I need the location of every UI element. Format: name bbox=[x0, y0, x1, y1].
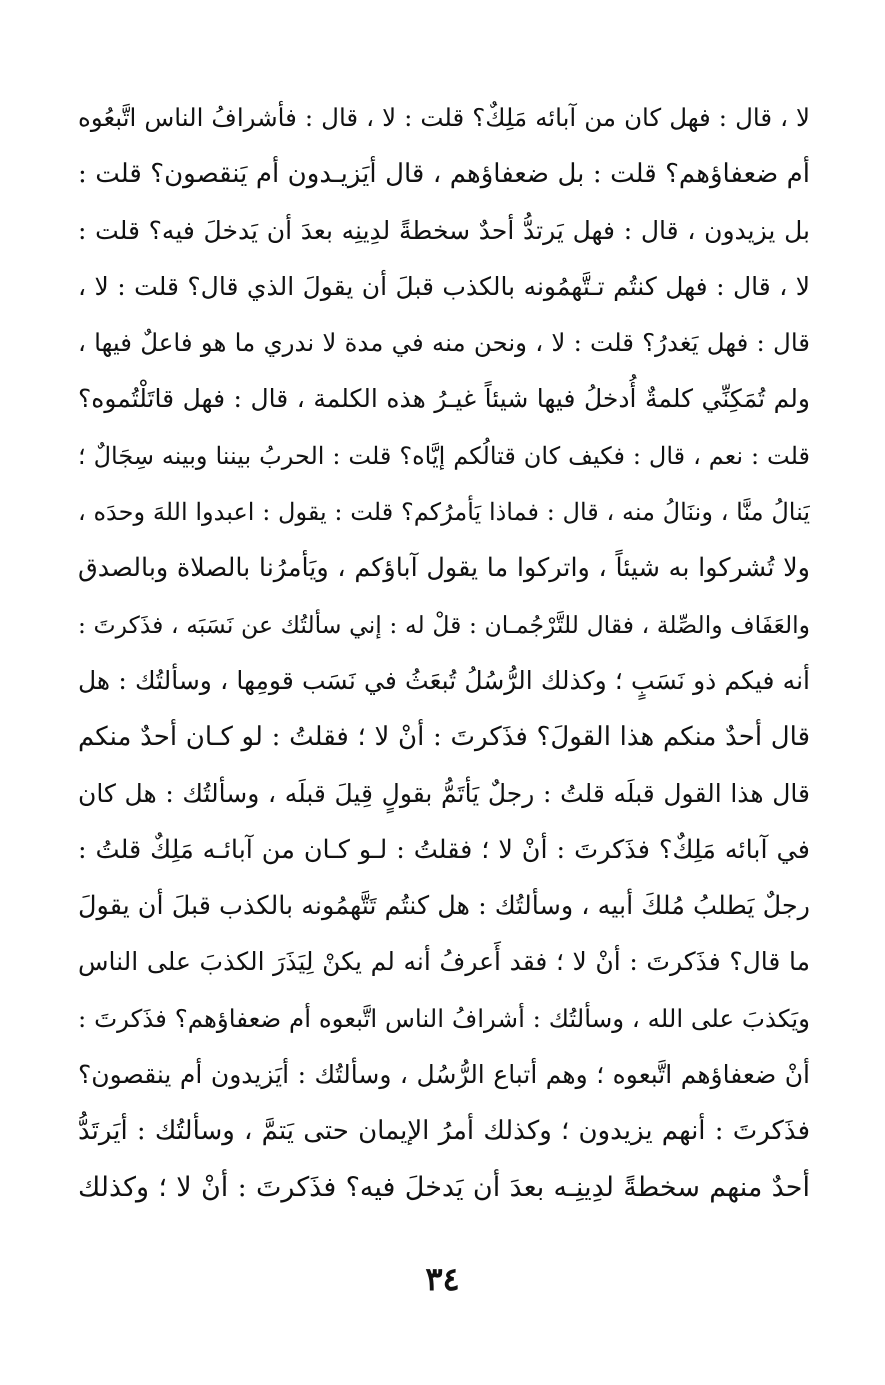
page-number: ٣٤ bbox=[425, 1260, 460, 1298]
text-line-4: لا ، قال : فهل كنتُم تـتَّهمُونه بالكذب قبلَ أن يقولَ الذي قال؟ قلت : لا ، bbox=[78, 271, 810, 301]
text-line-17: ويَكذبَ على الله ، وسألتُك : أشرافُ الناس اتَّبعوه أم ضعفاؤهم؟ فذَكرتَ : bbox=[78, 1003, 810, 1033]
text-line-1: لا ، قال : فهل كان من آبائه مَلِكٌ؟ قلت : لا ، قال : فأشرافُ الناس اتَّبعُوه bbox=[78, 103, 810, 132]
text-line-8: يَنالُ منَّا ، وننَالُ منه ، قال : فماذا يَأمرُكم؟ قلت : يقول : اعبدوا اللهَ وحدَه ، bbox=[78, 498, 810, 527]
text-line-5: قال : فهل يَغدرُ؟ قلت : لا ، ونحن منه في مدة لا ندري ما هو فاعلٌ فيها ، bbox=[78, 328, 810, 358]
text-line-2: أم ضعفاؤهم؟ قلت : بل ضعفاؤهم ، قال أيَزيـدون أم يَنقصون؟ قلت : bbox=[78, 159, 810, 190]
text-line-10: والعَفَاف والصِّلة ، فقال للتَّرْجُمـان : قلْ له : إني سألتُك عن نَسَبَه ، فذَكرتَ : bbox=[78, 610, 810, 639]
text-line-6: ولم تُمَكِنِّي كلمةٌ أُدخلُ فيها شيئاً غيـرُ هذه الكلمة ، قال : فهل قاتَلْتُموه؟ bbox=[78, 384, 810, 414]
body-text bbox=[78, 90, 810, 1216]
text-line-15: رجلٌ يَطلبُ مُلكَ أبيه ، وسألتُك : هل كنتُم تَتَّهمُونه بالكذب قبلَ أن يقولَ bbox=[78, 891, 810, 922]
text-line-7: قلت : نعم ، قال : فكيف كان قتالُكم إيَّاه؟ قلت : الحربُ بيننا وبينه سِجَالٌ ؛ bbox=[78, 441, 810, 470]
text-line-16: ما قال؟ فذَكرتَ : أنْ لا ؛ فقد أَعرفُ أنه لم يكنْ لِيَذَرَ الكذبَ على الناس bbox=[78, 947, 810, 977]
text-line-20: أحدٌ منهم سخطةً لدِينِـه بعدَ أن يَدخلَ فيه؟ فذَكرتَ : أنْ لا ؛ وكذلك bbox=[78, 1171, 810, 1203]
text-line-12: قال أحدٌ منكم هذا القولَ؟ فذَكرتَ : أنْ لا ؛ فقلتُ : لو كـان أحدٌ منكم bbox=[78, 722, 810, 753]
text-line-19: فذَكرتَ : أنهم يزيدون ؛ وكذلك أمرُ الإيمان حتى يَتمَّ ، وسألتُك : أيَرتَدُّ bbox=[78, 1116, 810, 1147]
text-line-11: أنه فيكم ذو نَسَبٍ ؛ وكذلك الرُّسُلُ تُبعَثُ في نَسَب قومِها ، وسألتُك : هل bbox=[78, 665, 810, 695]
text-line-3: بل يزيدون ، قال : فهل يَرتدُّ أحدٌ سخطةً لدِينِه بعدَ أن يَدخلَ فيه؟ قلت : bbox=[78, 215, 810, 245]
text-line-18: أنْ ضعفاؤهم اتَّبعوه ؛ وهم أتباع الرُّسُل ، وسألتُك : أيَزيدون أم ينقصون؟ bbox=[78, 1060, 810, 1090]
text-line-9: ولا تُشركوا به شيئاً ، واتركوا ما يقول آباؤكم ، ويَأمرُنا بالصلاة وبالصدق bbox=[78, 553, 810, 584]
text-line-14: في آبائه مَلِكٌ؟ فذَكرتَ : أنْ لا ؛ فقلتُ : لـو كـان من آبائـه مَلِكٌ قلتُ : bbox=[78, 834, 810, 865]
text-line-13: قال هذا القول قبلَه قلتُ : رجلٌ يَأتَمُّ بقولٍ قِيلَ قبلَه ، وسألتُك : هل كان bbox=[78, 778, 810, 808]
